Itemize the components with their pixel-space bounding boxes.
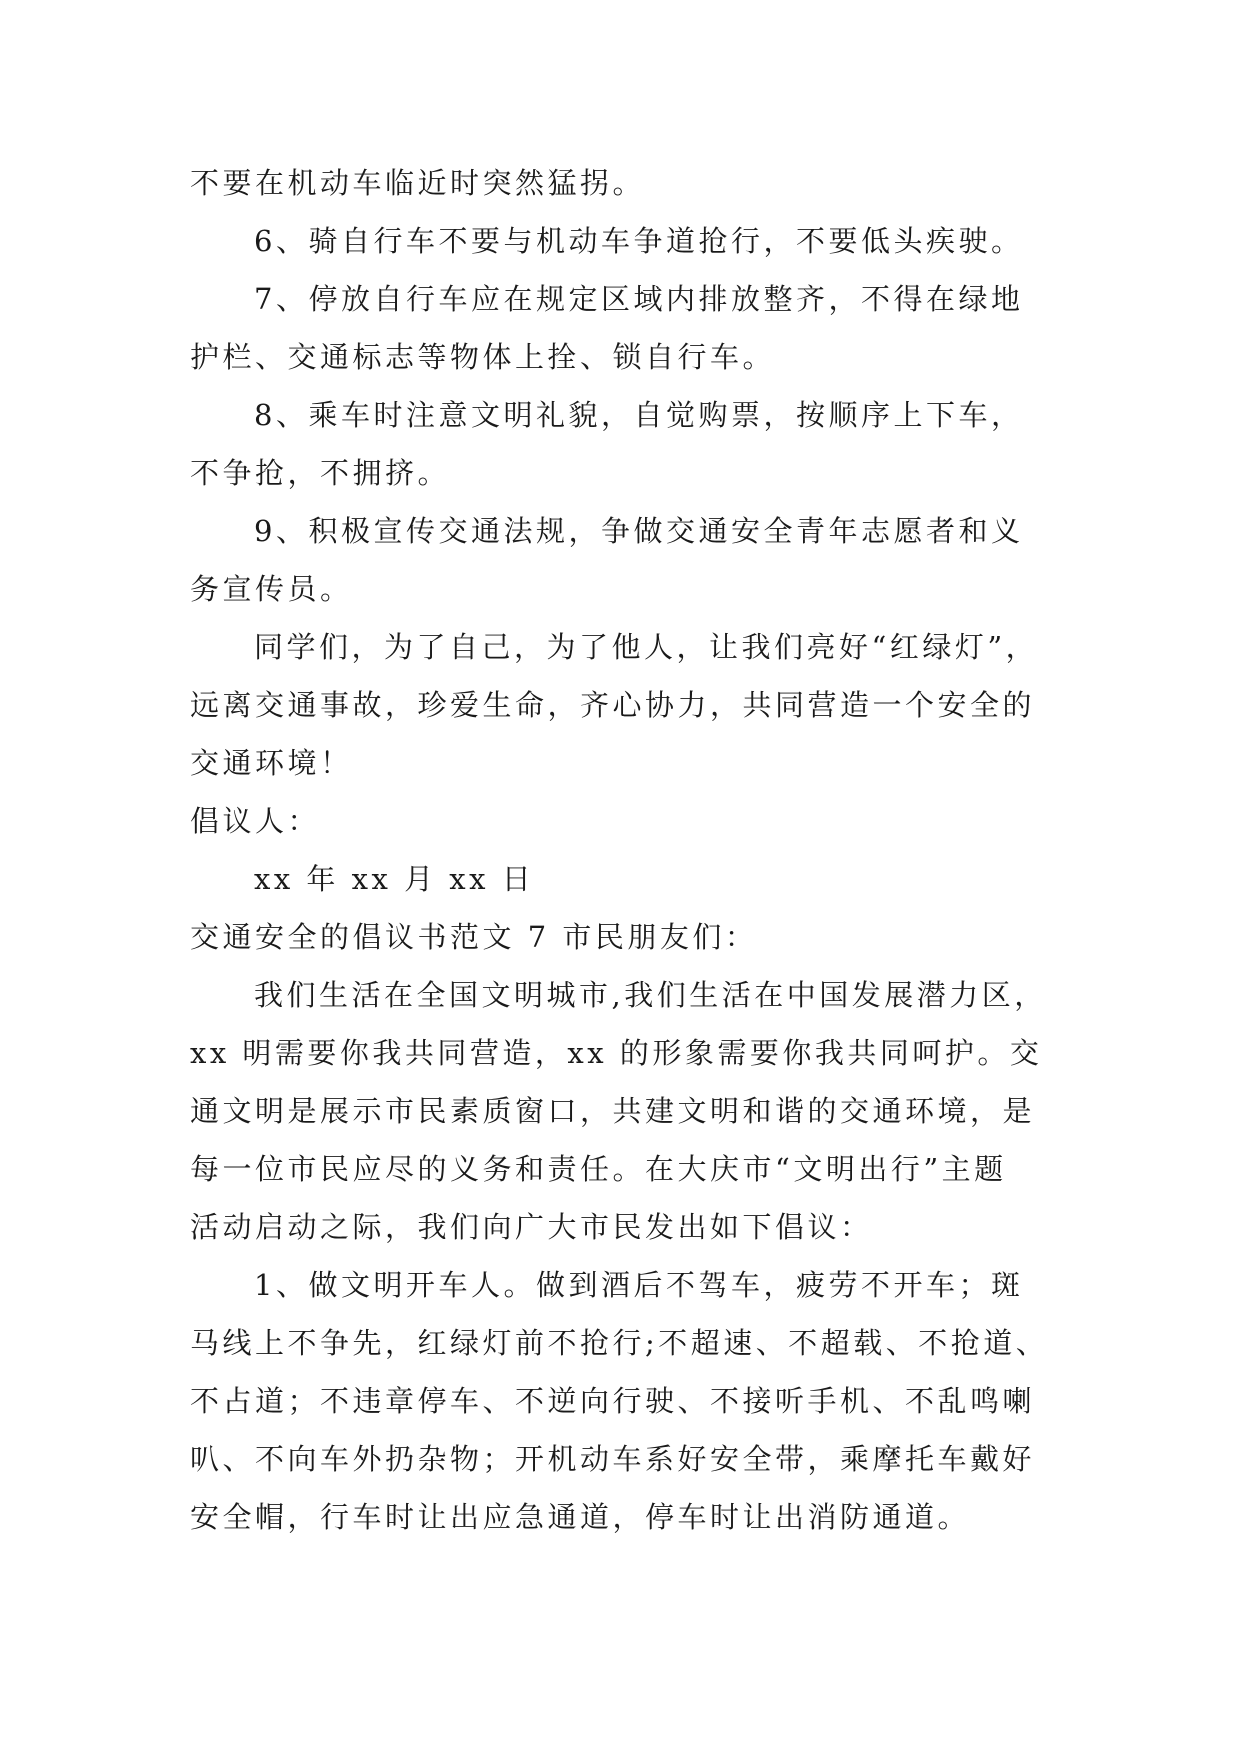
text-line: 每一位市民应尽的义务和责任。在大庆市“文明出行”主题 <box>190 1152 1007 1186</box>
date-line: xx 年 xx 月 xx 日 <box>254 862 535 896</box>
text-line: xx 明需要你我共同营造，xx 的形象需要你我共同呵护。交 <box>190 1036 1043 1070</box>
text-line: 叭、不向车外扔杂物；开机动车系好安全带，乘摩托车戴好 <box>190 1442 1036 1476</box>
text-line: 安全帽，行车时让出应急通道，停车时让出消防通道。 <box>190 1500 971 1534</box>
signature-label: 倡议人： <box>190 804 321 838</box>
text-line: 6、骑自行车不要与机动车争道抢行，不要低头疾驶。 <box>254 224 1024 258</box>
text-line: 活动启动之际，我们向广大市民发出如下倡议： <box>190 1210 873 1244</box>
text-line: 不要在机动车临近时突然猛拐。 <box>190 166 646 200</box>
text-line: 1、做文明开车人。做到酒后不驾车，疲劳不开车；斑 <box>254 1268 1024 1302</box>
text-line: 远离交通事故，珍爱生命，齐心协力，共同营造一个安全的 <box>190 688 1036 722</box>
text-line: 马线上不争先，红绿灯前不抢行;不超速、不超载、不抢道、 <box>190 1326 1049 1360</box>
text-line: 不争抢，不拥挤。 <box>190 456 451 490</box>
section-heading: 交通安全的倡议书范文 7 市民朋友们： <box>190 920 758 954</box>
text-line: 我们生活在全国文明城市,我们生活在中国发展潜力区， <box>254 978 1047 1012</box>
text-line: 护栏、交通标志等物体上拴、锁自行车。 <box>190 340 776 374</box>
document-body <box>190 154 1050 1546</box>
text-line: 通文明是展示市民素质窗口，共建文明和谐的交通环境，是 <box>190 1094 1036 1128</box>
text-line: 不占道；不违章停车、不逆向行驶、不接听手机、不乱鸣喇 <box>190 1384 1036 1418</box>
text-line: 8、乘车时注意文明礼貌，自觉购票，按顺序上下车， <box>254 398 1024 432</box>
text-line: 交通环境！ <box>190 746 353 780</box>
text-line: 9、积极宣传交通法规，争做交通安全青年志愿者和义 <box>254 514 1024 548</box>
text-line: 务宣传员。 <box>190 572 353 606</box>
text-line: 同学们，为了自己，为了他人，让我们亮好“红绿灯”， <box>254 630 1039 664</box>
text-line: 7、停放自行车应在规定区域内排放整齐，不得在绿地 <box>254 282 1024 316</box>
